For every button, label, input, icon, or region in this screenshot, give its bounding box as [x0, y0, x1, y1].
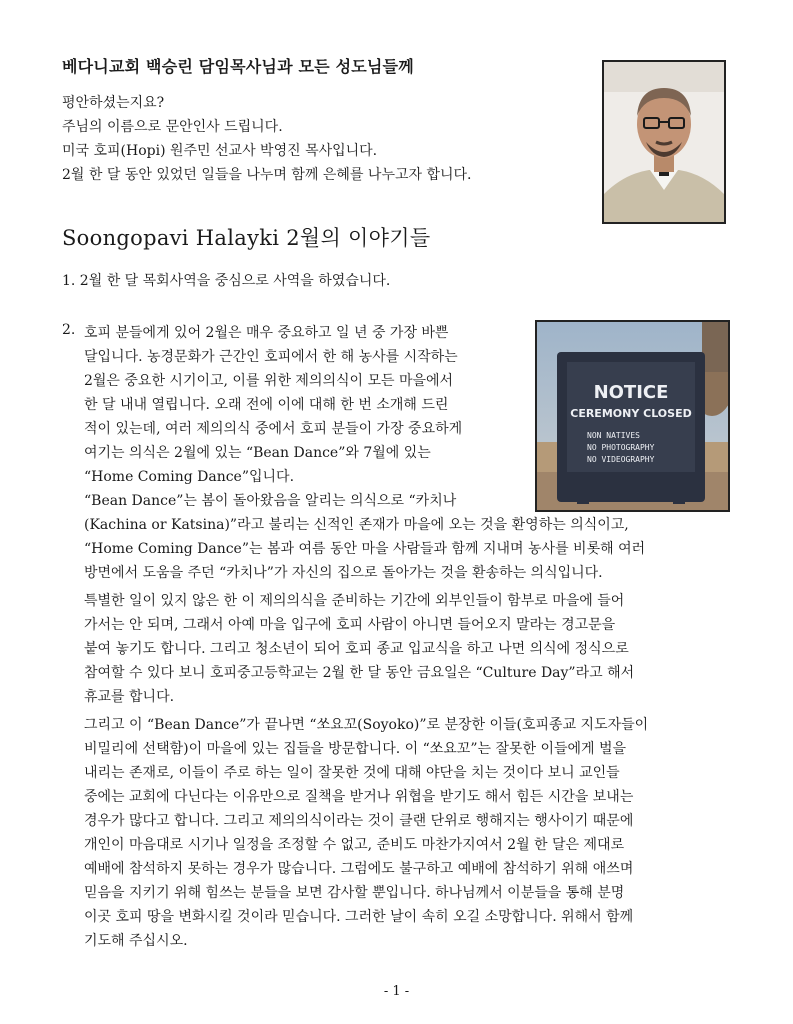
- section-title: Soongopavi Halayki 2월의 이야기들: [62, 226, 431, 250]
- list-item: 1. 2월 한 달 목회사역을 중심으로 사역을 하였습니다.: [62, 273, 391, 289]
- paragraph-line: 비밀리에 선택함)이 마을에 있는 집들을 방문합니다. 이 “쏘요꼬”는 잘못한 이들에게 벌을: [84, 741, 627, 757]
- paragraph-line: 내리는 존재로, 이들이 주로 하는 일이 잘못한 것에 대해 야단을 치는 것이다 보니 교인들: [84, 765, 620, 781]
- notice-line: NON NATIVES: [587, 431, 640, 440]
- notice-heading: NOTICE: [593, 382, 669, 403]
- notice-subheading: CEREMONY CLOSED: [570, 407, 692, 420]
- paragraph-line: “Home Coming Dance”는 봄과 여름 동안 마을 사람들과 함께 지내며 농사를 비롯해 여러: [84, 541, 646, 557]
- paragraph-line: 한 달 내내 열립니다. 오래 전에 이에 대해 한 번 소개해 드린: [84, 397, 449, 413]
- paragraph-line: “Bean Dance”는 봄이 돌아왔음을 알리는 의식으로 “카치나: [84, 493, 457, 509]
- paragraph-line: 그리고 이 “Bean Dance”가 끝나면 “쏘요꼬(Soyoko)”로 분장한 이들(호피종교 지도자들이: [84, 717, 649, 733]
- page-number: - 1 -: [383, 984, 410, 999]
- paragraph-line: 호피 분들에게 있어 2월은 매우 중요하고 일 년 중 가장 바쁜: [84, 325, 449, 341]
- paragraph-line: 믿음을 지키기 위해 힘쓰는 분들을 보면 감사할 뿐입니다. 하나님께서 이분들을 통해 분명: [84, 885, 625, 901]
- paragraph-line: 2월은 중요한 시기이고, 이를 위한 제의의식이 모든 마을에서: [84, 373, 454, 389]
- paragraph-line: 이곳 호피 땅을 변화시킬 것이라 믿습니다. 그러한 날이 속히 오길 소망합니다. 위해서 함께: [84, 909, 634, 925]
- paragraph-line: 경우가 많다고 합니다. 그리고 제의의식이라는 것이 클랜 단위로 행해지는 행사이기 때문에: [84, 813, 634, 829]
- paragraph-line: 특별한 일이 있지 않은 한 이 제의의식을 준비하는 기간에 외부인들이 함부로 마을에 들어: [84, 593, 625, 609]
- paragraph-line: “Home Coming Dance”입니다.: [84, 469, 295, 485]
- paragraph-line: 방면에서 도움을 주던 “카치나”가 자신의 집으로 돌아가는 것을 환송하는 의식입니다.: [84, 565, 603, 581]
- paragraph-line: 적이 있는데, 여러 제의의식 중에서 호피 분들이 가장 중요하게: [84, 421, 463, 437]
- notice-line: NO PHOTOGRAPHY: [587, 443, 655, 452]
- list-item-number: 2.: [62, 322, 76, 338]
- paragraph-line: 참여할 수 있다 보니 호피중고등학교는 2월 한 달 동안 금요일은 “Culture Day”라고 해서: [84, 665, 635, 681]
- paragraph-line: 중에는 교회에 다닌다는 이유만으로 질책을 받거나 위협을 받기도 해서 힘든 시간을 보내는: [84, 789, 634, 805]
- paragraph-line: 개인이 마음대로 시기나 일정을 조정할 수 없고, 준비도 마찬가지여서 2월 한 달은 제대로: [84, 837, 625, 853]
- paragraph-line: 달입니다. 농경문화가 근간인 호피에서 한 해 농사를 시작하는: [84, 349, 458, 365]
- paragraph-line: 붙여 놓기도 합니다. 그리고 청소년이 되어 호피 종교 입교식을 하고 나면 의식에 정식으로: [84, 641, 629, 657]
- missionary-portrait-photo: [602, 60, 726, 224]
- paragraph-line: (Kachina or Katsina)”라고 불리는 신적인 존재가 마을에 오는 것을 환영하는 의식이고,: [84, 517, 629, 533]
- greeting-line: 미국 호피(Hopi) 원주민 선교사 박영진 목사입니다.: [62, 143, 378, 159]
- paragraph-line: 기도해 주십시오.: [84, 933, 188, 949]
- paragraph-line: 가서는 안 되며, 그래서 아예 마을 입구에 호피 사람이 아니면 들어오지 말라는 경고문을: [84, 617, 616, 633]
- notice-sign-photo: [535, 320, 730, 512]
- paragraph-line: 여기는 의식은 2월에 있는 “Bean Dance”와 7월에 있는: [84, 445, 431, 461]
- greeting-line: 평안하셨는지요?: [62, 95, 165, 111]
- notice-sign-illustration: [537, 322, 728, 510]
- letter-greeting-title: 베다니교회 백승린 담임목사님과 모든 성도님들께: [62, 57, 414, 76]
- greeting-line: 2월 한 달 동안 있었던 일들을 나누며 함께 은혜를 나누고자 합니다.: [62, 167, 472, 183]
- notice-line: NO VIDEOGRAPHY: [587, 455, 655, 464]
- paragraph-line: 예배에 참석하지 못하는 경우가 많습니다. 그럼에도 불구하고 예배에 참석하기 위해 애쓰며: [84, 861, 634, 877]
- greeting-line: 주님의 이름으로 문안인사 드립니다.: [62, 119, 283, 135]
- portrait-illustration: [604, 62, 724, 222]
- paragraph-line: 휴교를 합니다.: [84, 689, 175, 705]
